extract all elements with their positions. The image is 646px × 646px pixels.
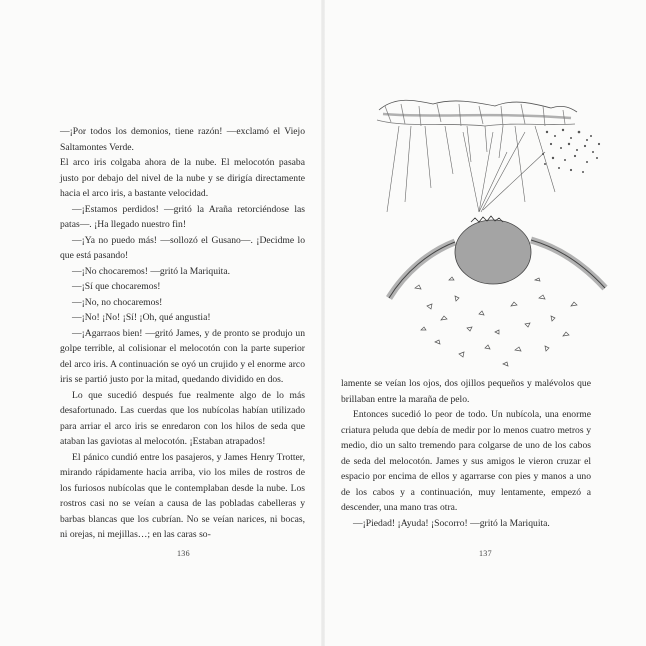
right-page	[323, 0, 646, 646]
page-number: 136	[177, 549, 190, 558]
giant-peach	[455, 216, 531, 284]
peach-rainbow-illustration	[375, 92, 619, 378]
paragraph: —¡Estamos perdidos! —gritó la Araña retorciéndose las patas—. ¡Ha llegado nuestro fin!	[60, 203, 305, 230]
paragraph: —¡Piedad! ¡Ayuda! ¡Socorro! —gritó la Mariquita.	[353, 517, 550, 529]
paragraph: —¡No chocaremos! —gritó la Mariquita.	[72, 265, 230, 277]
rainbow-debris	[415, 277, 577, 366]
paragraph: —¡Agarraos bien! —gritó James, y de pronto se produjo un golpe terrible, al colisionar el melocotón con la parte superior del arco iris. A continuación se oyó un crujido y el enorme arco iris se partió justo por la mitad, quedando dividido en dos.	[60, 327, 305, 385]
paragraph: lamente se veían los ojos, dos ojillos pequeños y malévolos que brillaban entre la maraña de pelo.	[341, 378, 591, 405]
rope-lines	[387, 126, 555, 212]
right-page-text	[341, 376, 591, 531]
paragraph: —¡Sí que chocaremos!	[72, 281, 161, 292]
paragraph: El arco iris colgaba ahora de la nube. El melocotón pasaba justo por debajo del nivel de la nube y se dirigía directamente hacia el arco iris, a bastante velocidad.	[60, 157, 305, 199]
seagull-flock	[542, 129, 600, 173]
paragraph: El pánico cundió entre los pasajeros, y James Henry Trotter, mirando rápidamente hacia arriba, vio los miles de rostros de los furiosos nubícolas que le contemplaban desde la nube. Los rostros casi no se veían a causa de las pobladas cabelleras y barbas blancas que los cubrían. No se veían narices, ni bocas, ni orejas, ni mejillas…; en las caras so-	[60, 451, 305, 540]
paragraph: Lo que sucedió después fue realmente algo de lo más desafortunado. Las cuerdas que los nubícolas habían utilizado para arriar el arco iris se enredaron con los hilos de seda que ataban las gaviotas al melocotón. ¡Estaban atrapados!	[60, 389, 305, 447]
paragraph: Entonces sucedió lo peor de todo. Un nubícola, una enorme criatura peluda que debía de medir por lo menos cuatro metros y medio, dio un salto tremendo para colgarse de uno de los cabos de seda del melocotón. James y sus amigos le vieron cruzar el espacio por encima de ellos y agarrarse con pies y manos a uno de los cabos y a continuación, muy lentamente, empezó a descender, una mano tras otra.	[341, 409, 591, 513]
left-page-text	[60, 124, 305, 543]
paragraph: —¡Ya no puedo más! —sollozó el Gusano—. ¡Decidme lo que está pasando!	[60, 234, 305, 261]
page-number: 137	[479, 549, 492, 558]
cloud-drawing	[377, 100, 577, 126]
paragraph: —¡Por todos los demonios, tiene razón! —exclamó el Viejo Saltamontes Verde.	[60, 126, 305, 153]
paragraph: —¡No! ¡No! ¡Sí! ¡Oh, qué angustia!	[72, 312, 211, 323]
paragraph: —¡No, no chocaremos!	[72, 296, 163, 308]
